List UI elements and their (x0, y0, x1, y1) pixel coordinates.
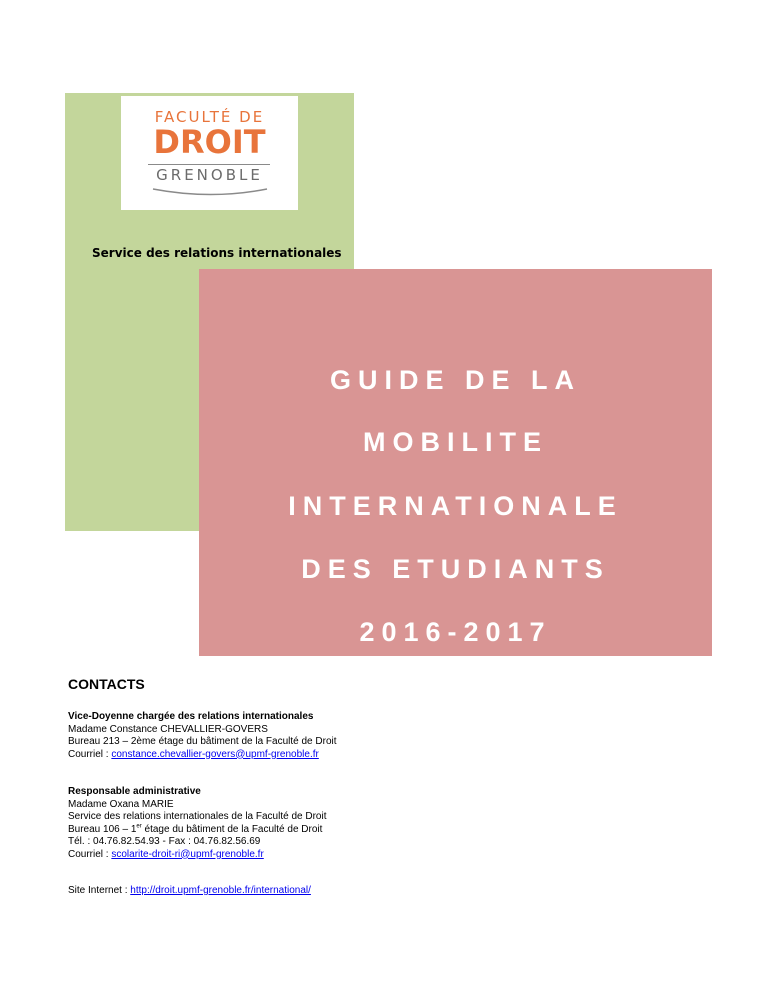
logo-divider (148, 164, 270, 165)
admin-office-prefix: Bureau 106 – 1 (68, 823, 137, 835)
contacts-heading: CONTACTS (68, 676, 145, 692)
title-line-1: GUIDE DE LA (329, 365, 581, 395)
vice-dean-contact (68, 711, 337, 761)
logo-line-grenoble: GRENOBLE (156, 166, 263, 184)
title-line-3: INTERNATIONALE (288, 491, 623, 521)
vice-dean-email-row (68, 749, 337, 762)
admin-role: Responsable administrative (68, 786, 201, 797)
website-label: Site Internet : (68, 885, 131, 896)
admin-contact (68, 786, 326, 861)
vice-dean-office: Bureau 213 – 2ème étage du bâtiment de la Faculté de Droit (68, 736, 337, 747)
website-link[interactable]: http://droit.upmf-grenoble.fr/international/ (130, 885, 311, 896)
logo-line-droit: DROIT (153, 123, 266, 161)
service-label: Service des relations internationales (92, 246, 342, 260)
title-panel (199, 269, 712, 656)
admin-service: Service des relations internationales de la Faculté de Droit (68, 811, 327, 822)
vice-dean-email-label: Courriel : (68, 748, 112, 760)
vice-dean-role: Vice-Doyenne chargée des relations internationales (68, 711, 314, 722)
admin-name: Madame Oxana MARIE (68, 798, 174, 810)
title-line-4: DES ETUDIANTS (301, 554, 610, 584)
vice-dean-name: Madame Constance CHEVALLIER-GOVERS (68, 723, 268, 735)
logo-line-faculte: FACULTÉ DE (154, 108, 265, 126)
admin-email-label: Courriel : (68, 848, 112, 860)
website-row (68, 885, 311, 898)
admin-email-link[interactable]: scolarite-droit-ri@upmf-grenoble.fr (111, 848, 264, 860)
admin-email-row (68, 849, 326, 862)
faculty-logo (121, 96, 298, 210)
vice-dean-email-link[interactable]: constance.chevallier-govers@upmf-grenoble.fr (111, 748, 319, 760)
title-line-2: MOBILITE (363, 427, 548, 457)
admin-office-sup: er (136, 823, 142, 830)
title-line-5: 2016-2017 (359, 617, 552, 647)
admin-office-suffix: étage du bâtiment de la Faculté de Droit (141, 823, 323, 835)
admin-phone: Tél. : 04.76.82.54.93 - Fax : 04.76.82.56.69 (68, 836, 261, 847)
admin-office (68, 824, 326, 837)
logo-swoosh-icon (151, 186, 269, 198)
